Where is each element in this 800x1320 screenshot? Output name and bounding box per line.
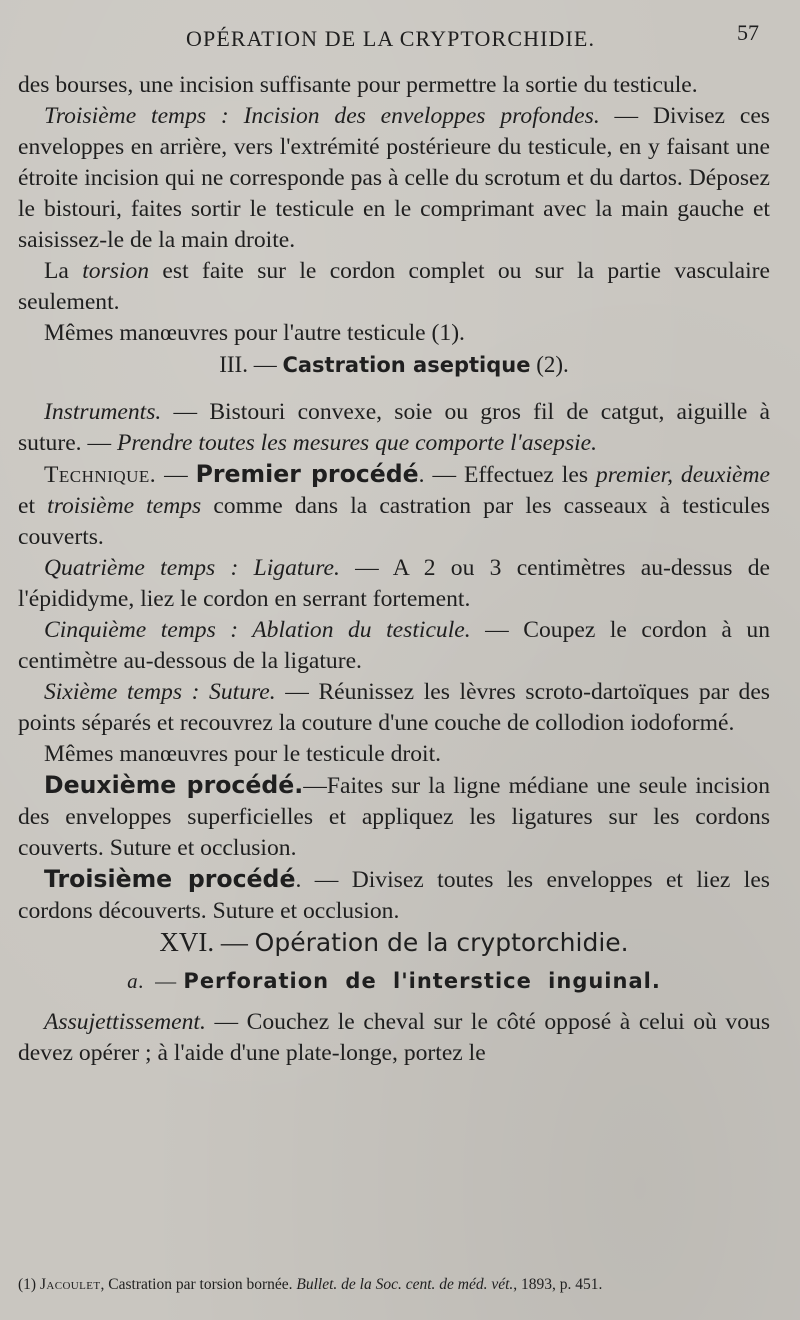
paragraph-text: Mêmes manœuvres pour le testicule droit.	[44, 741, 442, 767]
paragraph-third-step	[18, 101, 770, 256]
paragraph-third-procedure	[18, 864, 770, 927]
paragraph-text: La	[44, 258, 83, 284]
section-heading	[18, 349, 770, 381]
section-title: Castration aseptique	[282, 353, 531, 377]
footnote-text: , Castration par torsion bornée.	[100, 1276, 297, 1293]
page-header	[0, 18, 800, 58]
emphasis-text: troisième temps	[47, 493, 202, 519]
paragraph-text: — Bistouri convexe, soie ou gros fil de catgut, aiguille à suture. —	[18, 399, 770, 456]
emphasis-text: premier, deuxième	[595, 462, 771, 488]
subsection-heading	[18, 966, 770, 997]
paragraph-instruments	[18, 397, 770, 459]
paragraph-text: . — Divisez toutes les enveloppes et liez les cordons découverts. Suture et occlusion.	[18, 867, 770, 924]
paragraph-text: — Coupez le cordon à un centimètre au-dessous de la ligature.	[18, 617, 770, 674]
paragraph-sixth-step	[18, 677, 770, 739]
subsection-dash: —	[148, 969, 184, 993]
procedure-title: Troisième procédé	[44, 865, 296, 893]
subsection-title: Perforation de l'interstice inguinal	[183, 969, 652, 993]
paragraph-text: — A 2 ou 3 centimètres au-dessus de l'épididyme, liez le cordon en serrant fortement.	[18, 555, 770, 612]
step-label: Assujettissement.	[44, 1009, 206, 1035]
step-label: Quatrième temps : Ligature.	[44, 555, 340, 581]
chapter-number: XVI. —	[159, 927, 255, 957]
footnote-author: Jacoulet	[39, 1276, 101, 1293]
footnote-ref: (2).	[530, 352, 569, 377]
paragraph-right-testicle	[18, 739, 770, 770]
paragraph-text: et	[18, 493, 48, 519]
paragraph-text: — Couchez le cheval sur le côté opposé à celui où vous devez opérer ; à l'aide d'une plate-longe, portez le	[18, 1009, 770, 1066]
paragraph-fifth-step	[18, 615, 770, 677]
paragraph-torsion	[18, 256, 770, 318]
page-number: 57	[737, 20, 759, 45]
paragraph-text: des bourses, une incision suffisante pour permettre la sortie du testicule.	[18, 72, 698, 98]
running-title: OPÉRATION DE LA CRYPTORCHIDIE.	[186, 26, 596, 51]
paragraph-text: comme dans la castration par les casseaux à testicules couverts.	[18, 493, 770, 550]
subsection-period: .	[651, 969, 661, 993]
footnote-journal: Bullet. de la Soc. cent. de méd. vét.	[296, 1276, 514, 1293]
subsection-letter: a.	[127, 969, 145, 993]
step-label: Troisième temps : Incision des enveloppes profondes.	[44, 103, 600, 129]
paragraph-continuation	[18, 70, 770, 101]
step-label: Cinquième temps : Ablation du testicule.	[44, 617, 471, 643]
paragraph-text: —	[156, 462, 196, 488]
paragraph-text: — Réunissez les lèvres scroto-dartoïques par des points séparés et recouvrez la couture d'une couche de collodion iodoformé.	[18, 679, 770, 736]
procedure-title: Deuxième procédé.	[44, 771, 304, 799]
technique-label: Technique.	[44, 462, 157, 488]
step-label: Sixième temps : Suture.	[44, 679, 276, 705]
chapter-heading	[18, 927, 770, 958]
procedure-title: Premier procédé	[195, 460, 419, 488]
paragraph-text: —Faites sur la ligne médiane une seule incision des enveloppes superficielles et appliquez les ligatures sur les cordons couverts. Suture et occlusion.	[18, 773, 770, 861]
footnote-number: (1)	[18, 1276, 40, 1293]
paragraph-restraint	[18, 1007, 770, 1069]
footnote-text: , 1893, p. 451.	[513, 1276, 603, 1293]
step-label: Instruments.	[44, 399, 162, 425]
paragraph-same-maneuvers	[18, 318, 770, 349]
footnote	[18, 1274, 778, 1295]
section-number: III. —	[219, 352, 283, 377]
emphasis-text: torsion	[82, 258, 150, 284]
paragraph-fourth-step	[18, 553, 770, 615]
paragraph-text: — Divisez ces enveloppes en arrière, vers l'extrémité postérieure du testicule, en y faisant une étroite incision qui ne corresponde pas à celle du scrotum et du dartos. Déposez le bistouri, faites sortir le testicule en le comprimant avec la main gauche et saisissez-le de la main droite.	[18, 103, 770, 253]
emphasis-text: Prendre toutes les mesures que comporte l'asepsie.	[116, 430, 598, 456]
paragraph-second-procedure	[18, 770, 770, 864]
body-text	[18, 70, 770, 1069]
paragraph-text: . — Effectuez les	[418, 462, 596, 488]
paragraph-technique	[18, 459, 770, 553]
paragraph-text: Mêmes manœuvres pour l'autre testicule (1).	[44, 320, 465, 346]
paragraph-text: est faite sur le cordon complet ou sur la partie vasculaire seulement.	[18, 258, 770, 315]
chapter-title: Opération de la cryptorchidie.	[254, 928, 629, 957]
